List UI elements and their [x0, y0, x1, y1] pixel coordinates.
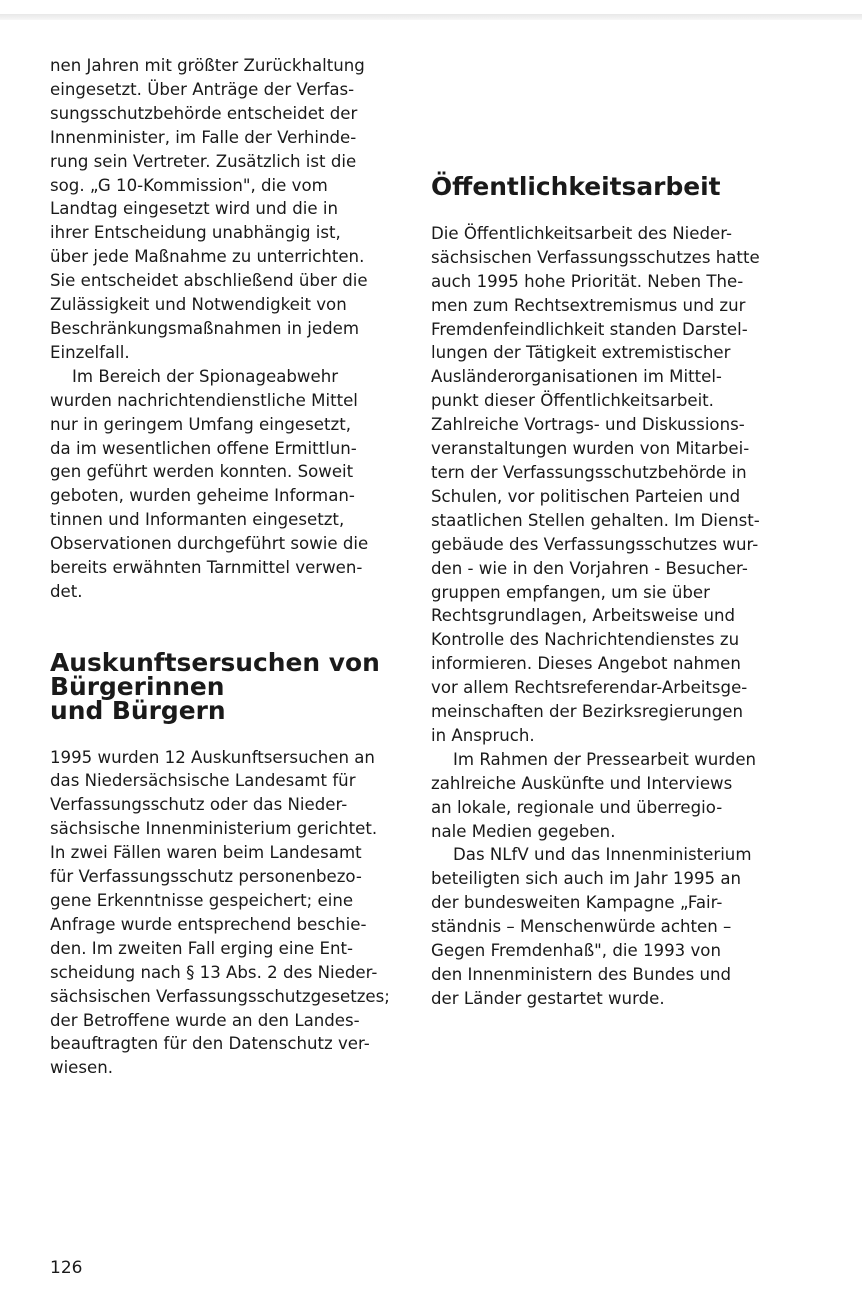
left-paragraph-2: Im Bereich der Spionageabwehr wurden nachrichtendienstliche Mittel nur in geringem Umfang eingesetzt, da im wesentlichen offene Ermittlun- gen geführt werden konnten. Soweit geboten, wurden geheime Informan- tinnen und Informanten eingesetzt, Observationen durchgeführt sowie die bereits erwähnten Tarnmittel verwen- det.	[50, 366, 369, 601]
top-rule	[0, 14, 862, 20]
right-paragraph-2: Im Rahmen der Pressearbeit wurden zahlreiche Auskünfte und Interviews an lokale, regionale und überregio- nale Medien gegeben.	[431, 749, 757, 841]
right-column	[431, 172, 776, 1011]
left-paragraph-3: 1995 wurden 12 Auskunftsersuchen an das Niedersächsische Landesamt für Verfassungsschutz oder das Nieder- sächsische Innenministerium gerichtet. In zwei Fällen waren beim Landesamt für Verfassungsschutz personenbezo- gene Erkenntnisse gespeichert; eine Anfrage wurde entsprechend beschie- den. Im zweiten Fall erging eine Ent- scheidung nach § 13 Abs. 2 des Nieder- sächsischen Verfassungsschutzgesetzes; der Betroffene wurde an den Landes- beauftragten für den Datenschutz ver- wiesen.	[50, 747, 390, 1078]
right-paragraph-3: Das NLfV und das Innenministerium beteiligten sich auch im Jahr 1995 an der bundesweiten Kampagne „Fair- ständnis – Menschenwürde achten – Gegen Fremdenhaß", die 1993 von den Innenministern des Bundes und der Länder gestartet wurde.	[431, 845, 752, 1008]
left-paragraph-1: nen Jahren mit größter Zurückhaltung eingesetzt. Über Anträge der Verfas- sungsschutzbehörde entscheidet der Innenminister, im Falle der Verhinde- rung sein Vertreter. Zusätzlich ist die sog. „G 10-Kommission", die vom Landtag eingesetzt wird und die in ihrer Entscheidung unabhängig ist, über jede Maßnahme zu unterrichten. Sie entscheidet abschließend über die Zulässigkeit und Notwendigkeit von Beschränkungsmaßnahmen in jedem Einzelfall.	[50, 56, 368, 362]
left-column	[50, 54, 395, 1080]
page-number: 126	[50, 1258, 83, 1278]
section-heading-auskunftsersuchen: Auskunftsersuchen von Bürgerinnen und Bürgern	[50, 647, 380, 725]
right-paragraph-1: Die Öffentlichkeitsarbeit des Nieder- sächsischen Verfassungsschutzes hatte auch 1995 hohe Priorität. Neben The- men zum Rechtsextremismus und zur Fremdenfeindlichkeit standen Darstel- lungen der Tätigkeit extremistischer Ausländerorganisationen im Mittel- punkt dieser Öffentlichkeitsarbeit. Zahlreiche Vortrags- und Diskussions- veranstaltungen wurden von Mitarbei- tern der Verfassungsschutzbehörde in Schulen, vor politischen Parteien und staatlichen Stellen gehalten. Im Dienst- gebäude des Verfassungsschutzes wur- den - wie in den Vorjahren - Besucher- gruppen empfangen, um sie über Rechtsgrundlagen, Arbeitsweise und Kontrolle des Nachrichtendienstes zu informieren. Dieses Angebot nahmen vor allem Rechtsreferendar-Arbeitsge- meinschaften der Bezirksregierungen in Anspruch.	[431, 223, 760, 745]
section-heading-oeffentlichkeitsarbeit: Öffentlichkeitsarbeit	[431, 172, 721, 201]
